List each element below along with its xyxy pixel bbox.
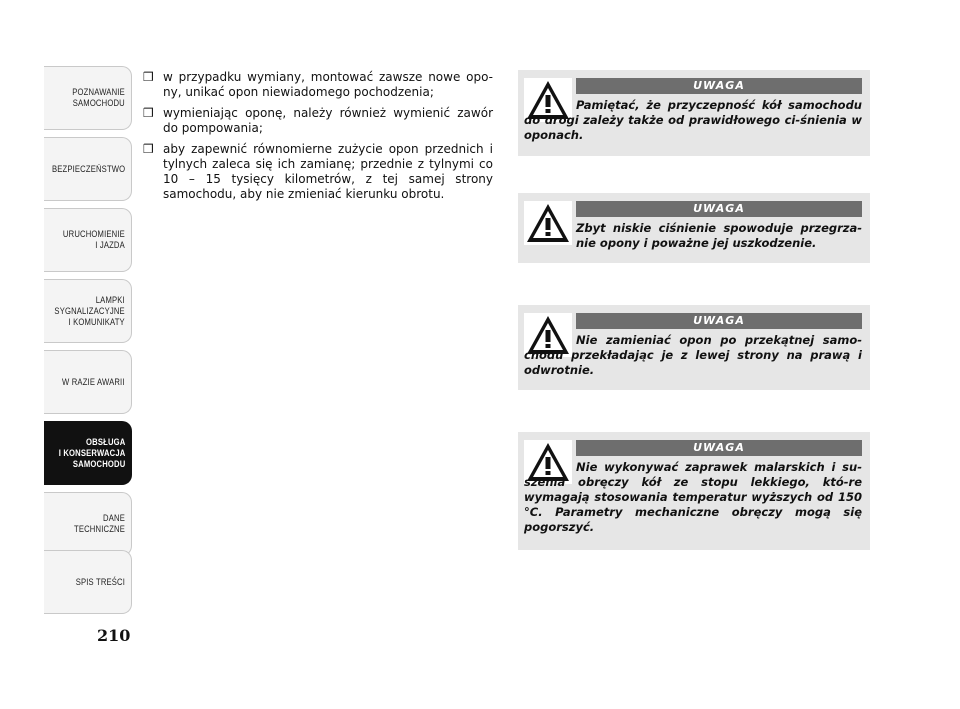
tab-lampki-sygnalizacyjne[interactable] (44, 279, 132, 343)
warning-box (518, 305, 870, 390)
tab-label: SPIS TREŚCI (75, 576, 125, 587)
tab-bezpieczenstwo[interactable] (44, 137, 132, 201)
warning-box (518, 193, 870, 263)
tab-label: URUCHOMIENIE I JAZDA (63, 229, 125, 250)
tab-label: OBSŁUGA I KONSERWACJA SAMOCHODU (58, 436, 125, 469)
warning-title: UWAGA (576, 78, 862, 94)
list-item (143, 70, 493, 100)
warning-box (518, 432, 870, 550)
warning-triangle-icon (524, 201, 572, 245)
warning-text: Nie zamieniać opon po przekątnej samo-chodu przekładając je z lewej strony na prawą i odwrotnie. (524, 333, 862, 377)
warning-text: Zbyt niskie ciśnienie spowoduje przegrza-nie opony i poważne jej uszkodzenie. (576, 221, 862, 250)
tab-label: DANE TECHNICZNE (74, 513, 125, 534)
warning-title: UWAGA (576, 440, 862, 456)
instruction-list (143, 70, 493, 208)
tab-label: POZNAWANIE SAMOCHODU (72, 87, 125, 108)
list-item-text: wymieniając oponę, należy również wymienić zawór do pompowania; (163, 106, 493, 135)
list-item (143, 106, 493, 136)
tab-label: LAMPKI SYGNALIZACYJNE I KOMUNIKATY (54, 294, 125, 327)
checkbox-bullet-icon: ❒ (143, 70, 154, 84)
tab-label: BEZPIECZEŃSTWO (51, 163, 125, 174)
tab-uruchomienie-i-jazda[interactable] (44, 208, 132, 272)
tab-poznawanie-samochodu[interactable] (44, 66, 132, 130)
tab-dane-techniczne[interactable] (44, 492, 132, 556)
warning-title: UWAGA (576, 313, 862, 329)
tab-label: W RAZIE AWARII (62, 376, 125, 387)
warning-text: Nie wykonywać zaprawek malarskich i su-szenia obręczy kół ze stopu lekkiego, któ-re wymagają stosowania temperatur wyższych od 150 °C. Parametry mechaniczne obręczy mogą się pogorszyć. (524, 460, 862, 534)
tab-w-razie-awarii[interactable] (44, 350, 132, 414)
tab-obsluga-i-konserwacja[interactable] (44, 421, 132, 485)
warning-box (518, 70, 870, 156)
warning-title: UWAGA (576, 201, 862, 217)
checkbox-bullet-icon: ❒ (143, 106, 154, 120)
list-item-text: aby zapewnić równomierne zużycie opon przednich i tylnych zaleca się ich zamianę; przednie z tylnymi co 10 – 15 tysięcy kilometrów, z tej samej strony samochodu, aby nie zmieniać kierunku obrotu. (163, 142, 493, 201)
page-number: 210 (97, 626, 131, 645)
list-item-text: w przypadku wymiany, montować zawsze nowe opo-ny, unikać opon niewiadomego pochodzenia; (163, 70, 493, 99)
checkbox-bullet-icon: ❒ (143, 142, 154, 156)
list-item (143, 142, 493, 202)
tab-spis-tresci[interactable] (44, 550, 132, 614)
warning-text: Pamiętać, że przyczepność kół samochodu do drogi zależy także od prawidłowego ci-śnienia w oponach. (524, 98, 862, 142)
